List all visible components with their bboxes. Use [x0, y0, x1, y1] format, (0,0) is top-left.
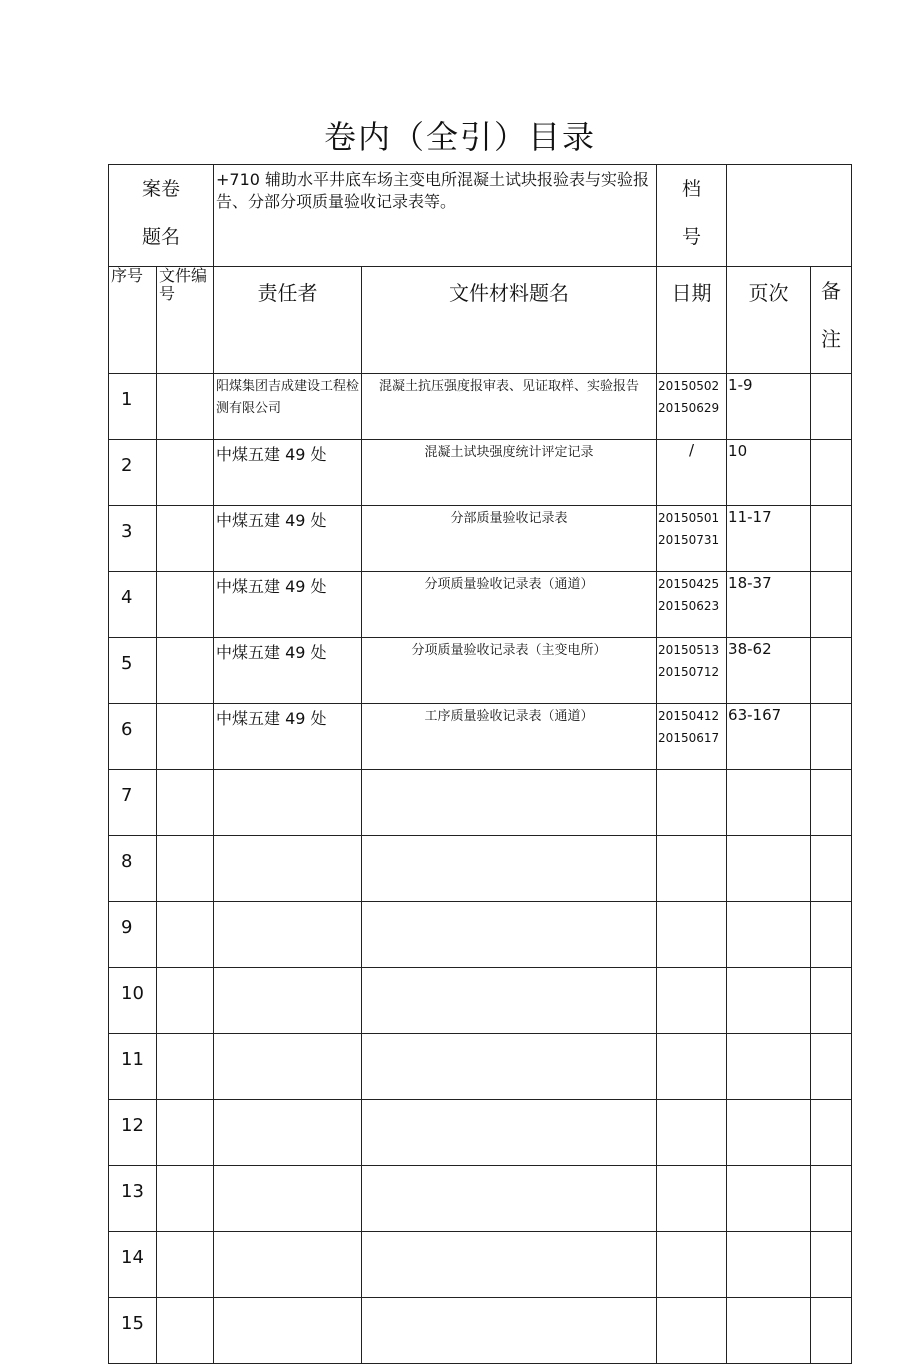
table-row — [109, 1298, 852, 1364]
material-cell — [362, 1034, 657, 1100]
note-cell — [811, 836, 852, 902]
note-cell — [811, 770, 852, 836]
date-cell — [657, 1034, 727, 1100]
material-cell: 分项质量验收记录表（通道） — [362, 572, 657, 638]
responsible-cell: 中煤五建 49 处 — [214, 440, 362, 506]
file-label-line2: 号 — [682, 226, 702, 248]
doc-no-cell — [157, 1298, 214, 1364]
table-row — [109, 704, 852, 770]
pages-cell — [727, 770, 811, 836]
date-cell — [657, 1232, 727, 1298]
table-row — [109, 1034, 852, 1100]
pages-cell: 18-37 — [727, 572, 811, 638]
col-doc-no: 文件编号 — [157, 267, 214, 374]
date-cell — [657, 440, 727, 506]
material-cell — [362, 1166, 657, 1232]
doc-no-cell — [157, 506, 214, 572]
seq-cell: 1 — [109, 374, 157, 440]
pages-cell — [727, 902, 811, 968]
responsible-cell: 中煤五建 49 处 — [214, 638, 362, 704]
seq-cell: 6 — [109, 704, 157, 770]
material-cell — [362, 836, 657, 902]
doc-no-cell — [157, 1100, 214, 1166]
responsible-cell — [214, 836, 362, 902]
seq-cell: 13 — [109, 1166, 157, 1232]
doc-no-cell — [157, 1166, 214, 1232]
table-row — [109, 770, 852, 836]
table-row — [109, 1100, 852, 1166]
pages-cell: 1-9 — [727, 374, 811, 440]
seq-cell: 7 — [109, 770, 157, 836]
responsible-cell — [214, 1298, 362, 1364]
pages-cell: 38-62 — [727, 638, 811, 704]
pages-cell — [727, 1166, 811, 1232]
material-cell: 分项质量验收记录表（主变电所） — [362, 638, 657, 704]
date-cell — [657, 638, 727, 704]
table-row — [109, 968, 852, 1034]
material-cell — [362, 1100, 657, 1166]
table-row — [109, 1232, 852, 1298]
subject-label-line2: 题名 — [142, 226, 181, 248]
seq-cell: 5 — [109, 638, 157, 704]
material-cell — [362, 968, 657, 1034]
responsible-cell: 中煤五建 49 处 — [214, 572, 362, 638]
page-title: 卷内（全引）目录 — [323, 118, 596, 156]
responsible-cell — [214, 1034, 362, 1100]
material-cell: 工序质量验收记录表（通道） — [362, 704, 657, 770]
date-end: 20150712 — [658, 665, 720, 679]
seq-cell: 10 — [109, 968, 157, 1034]
pages-cell — [727, 836, 811, 902]
note-cell — [811, 1166, 852, 1232]
col-seq: 序号 — [109, 267, 157, 374]
responsible-cell — [214, 1232, 362, 1298]
material-cell — [362, 902, 657, 968]
date-start: / — [689, 441, 695, 459]
pages-cell — [727, 1232, 811, 1298]
col-responsible: 责任者 — [214, 267, 362, 374]
doc-no-cell — [157, 902, 214, 968]
note-cell — [811, 506, 852, 572]
date-cell — [657, 1298, 727, 1364]
doc-no-cell — [157, 770, 214, 836]
col-date: 日期 — [657, 267, 727, 374]
seq-cell: 2 — [109, 440, 157, 506]
note-cell — [811, 638, 852, 704]
date-start: 20150501 — [658, 511, 720, 525]
note-cell — [811, 902, 852, 968]
responsible-cell — [214, 968, 362, 1034]
pages-cell: 63-167 — [727, 704, 811, 770]
col-note-line1: 备 — [821, 279, 842, 303]
date-start: 20150412 — [658, 709, 720, 723]
date-cell — [657, 1100, 727, 1166]
seq-cell: 11 — [109, 1034, 157, 1100]
responsible-cell — [214, 902, 362, 968]
note-cell — [811, 1034, 852, 1100]
responsible-cell — [214, 1166, 362, 1232]
responsible-cell: 中煤五建 49 处 — [214, 506, 362, 572]
note-cell — [811, 1100, 852, 1166]
subject-label-cell — [109, 165, 214, 267]
col-pages: 页次 — [727, 267, 811, 374]
note-cell — [811, 704, 852, 770]
date-end: 20150731 — [658, 533, 720, 547]
note-cell — [811, 572, 852, 638]
material-cell: 混凝土试块强度统计评定记录 — [362, 440, 657, 506]
material-cell: 混凝土抗压强度报审表、见证取样、实验报告 — [362, 374, 657, 440]
doc-no-cell — [157, 836, 214, 902]
file-label-line1: 档 — [682, 178, 702, 200]
table-row — [109, 1166, 852, 1232]
date-cell — [657, 902, 727, 968]
subject-text: +710 辅助水平井底车场主变电所混凝土试块报验表与实验报告、分部分项质量验收记录表等。 — [214, 165, 657, 267]
doc-no-cell — [157, 638, 214, 704]
material-cell — [362, 1232, 657, 1298]
doc-no-cell — [157, 704, 214, 770]
date-cell — [657, 1166, 727, 1232]
responsible-cell: 中煤五建 49 处 — [214, 704, 362, 770]
seq-cell: 8 — [109, 836, 157, 902]
date-cell — [657, 572, 727, 638]
date-start: 20150502 — [658, 379, 720, 393]
date-cell — [657, 770, 727, 836]
file-label-cell — [657, 165, 727, 267]
pages-cell — [727, 1298, 811, 1364]
seq-cell: 9 — [109, 902, 157, 968]
pages-cell — [727, 1100, 811, 1166]
seq-cell: 15 — [109, 1298, 157, 1364]
doc-no-cell — [157, 374, 214, 440]
date-end: 20150617 — [658, 731, 720, 745]
material-cell — [362, 1298, 657, 1364]
material-cell — [362, 770, 657, 836]
date-cell — [657, 968, 727, 1034]
note-cell — [811, 968, 852, 1034]
seq-cell: 14 — [109, 1232, 157, 1298]
seq-cell: 12 — [109, 1100, 157, 1166]
date-end: 20150623 — [658, 599, 720, 613]
pages-cell: 11-17 — [727, 506, 811, 572]
table-row — [109, 440, 852, 506]
table-row — [109, 374, 852, 440]
col-note — [811, 267, 852, 374]
doc-no-cell — [157, 1034, 214, 1100]
header-row — [109, 165, 852, 267]
responsible-cell: 阳煤集团吉成建设工程检测有限公司 — [214, 374, 362, 440]
catalog-table — [108, 164, 852, 1364]
note-cell — [811, 374, 852, 440]
table-row — [109, 572, 852, 638]
date-cell — [657, 374, 727, 440]
table-row — [109, 638, 852, 704]
table-row — [109, 836, 852, 902]
pages-cell — [727, 968, 811, 1034]
material-cell: 分部质量验收记录表 — [362, 506, 657, 572]
responsible-cell — [214, 1100, 362, 1166]
column-header-row — [109, 267, 852, 374]
date-start: 20150425 — [658, 577, 720, 591]
pages-cell: 10 — [727, 440, 811, 506]
responsible-cell — [214, 770, 362, 836]
file-value — [727, 165, 852, 267]
date-cell — [657, 506, 727, 572]
doc-no-cell — [157, 572, 214, 638]
date-start: 20150513 — [658, 643, 720, 657]
table-row — [109, 506, 852, 572]
date-cell — [657, 704, 727, 770]
doc-no-cell — [157, 440, 214, 506]
col-note-line2: 注 — [821, 327, 842, 351]
pages-cell — [727, 1034, 811, 1100]
date-cell — [657, 836, 727, 902]
note-cell — [811, 1232, 852, 1298]
doc-no-cell — [157, 968, 214, 1034]
date-end: 20150629 — [658, 401, 720, 415]
doc-no-cell — [157, 1232, 214, 1298]
seq-cell: 4 — [109, 572, 157, 638]
note-cell — [811, 440, 852, 506]
subject-label-line1: 案卷 — [142, 178, 181, 200]
col-material: 文件材料题名 — [362, 267, 657, 374]
note-cell — [811, 1298, 852, 1364]
seq-cell: 3 — [109, 506, 157, 572]
table-row — [109, 902, 852, 968]
